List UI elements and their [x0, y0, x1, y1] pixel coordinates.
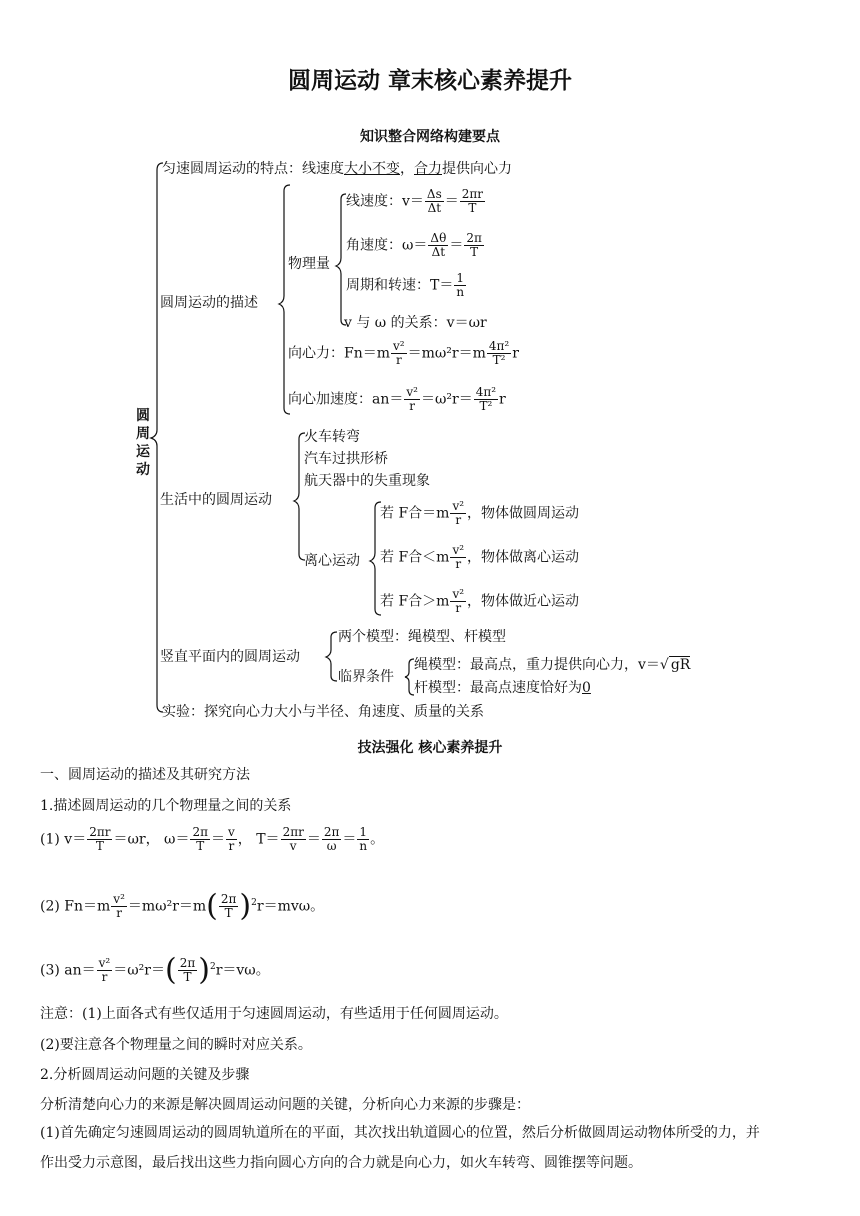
c3-fd: r — [455, 601, 462, 615]
acc-mid: ＝ω²r＝ — [420, 391, 473, 408]
acc-label: 向心加速度：an＝ — [288, 391, 404, 408]
angular-f1d: Δt — [431, 245, 446, 259]
life-item-1: 汽车过拱形桥 — [304, 451, 388, 467]
paragraph-2a: (1)首先确定匀速圆周运动的圆周轨道所在的平面，其次找出轨道圆心的位置，然后分析做圆周运动物体所受的力，并 — [40, 1125, 760, 1141]
angular-eq: ＝ — [449, 237, 464, 254]
acc-f2n: 4π² — [475, 385, 497, 399]
eq3-p-n: 2π — [179, 956, 196, 971]
life-item-0: 火车转弯 — [304, 429, 360, 445]
eq1-d-n: 2πr — [282, 825, 304, 839]
mindmap-linear — [346, 188, 486, 215]
life-item-2: 航天器中的失重现象 — [304, 473, 430, 489]
linear-eq: ＝ — [444, 193, 459, 210]
force-tail: r — [512, 345, 519, 362]
mindmap-angular — [346, 232, 485, 259]
eq1-c-t: ， T＝ — [237, 831, 280, 848]
angular-f1n: Δθ — [430, 231, 447, 245]
mindmap-acc — [288, 386, 506, 413]
uniform-u1: 大小不变 — [344, 161, 400, 177]
note-1: 注意：(1)上面各式有些仅适用于匀速圆周运动，有些适用于任何圆周运动。 — [40, 1006, 508, 1022]
equation-2: (2) Fn＝m $\frac{\text{v²}}{r}$ ＝mω²r＝m( $\frac{2\pi}{T}$ )$^2$r＝mvω。 — [40, 888, 325, 924]
mindmap-relation: v 与 ω 的关系：v＝ωr — [344, 315, 487, 331]
eq1-a-d: T — [95, 839, 104, 853]
body-h1-2: 2.分析圆周运动问题的关键及步骤 — [40, 1067, 250, 1083]
eq3-p-d: T — [183, 970, 192, 985]
eq2-pre: (2) Fn＝m — [40, 898, 111, 915]
body-h1-1: 1.描述圆周运动的几个物理量之间的关系 — [40, 798, 292, 814]
c1-fn: v² — [452, 499, 465, 513]
c3-pre: 若 F合＞m — [380, 593, 450, 610]
eq1-f-d: n — [359, 839, 368, 853]
period-fd: n — [456, 285, 465, 299]
force-f2n: 4π² — [488, 339, 510, 353]
force-f2d: T² — [492, 353, 506, 367]
c2-pre: 若 F合＜m — [380, 549, 450, 566]
uniform-u2: 合力 — [414, 161, 442, 177]
angular-f2d: T — [470, 245, 479, 259]
eq1-e-n: 2π — [323, 825, 340, 839]
linear-f2d: T — [468, 201, 477, 215]
acc-f2d: T² — [479, 399, 493, 413]
mindmap-rod — [414, 679, 591, 697]
eq1-a-n: 2πr — [89, 825, 111, 839]
rope-text: 绳模型：最高点，重力提供向心力，v＝ — [414, 657, 660, 673]
period-fn: 1 — [454, 272, 466, 286]
equation-1 — [40, 826, 384, 853]
mindmap-period — [346, 272, 467, 299]
eq3-mid: ＝ω²r＝ — [113, 962, 165, 979]
c1-post: ，物体做圆周运动 — [467, 505, 580, 522]
c3-post: ，物体做近心运动 — [467, 593, 580, 610]
acc-fd: r — [409, 399, 416, 413]
body-h1: 一、圆周运动的描述及其研究方法 — [40, 767, 250, 783]
linear-f1n: Δs — [426, 187, 442, 201]
uniform-mid: ， — [400, 161, 414, 177]
mindmap-rope: 绳模型：最高点，重力提供向心力，v＝√ gR — [414, 657, 691, 673]
equation-3: (3) an＝ $\frac{\text{v²}}{r}$ ＝ω²r＝( $\frac{2\pi}{T}$ )$^2$r＝vω。 — [40, 952, 270, 988]
acc-tail: r — [499, 391, 506, 408]
eq2-mid: ＝mω²r＝m — [127, 898, 207, 915]
linear-f2n: 2πr — [461, 187, 484, 201]
eq2-p-d: T — [224, 906, 233, 921]
eq3-sup: 2 — [209, 962, 216, 972]
c1-pre: 若 F合＝m — [380, 505, 450, 522]
mindmap-force — [288, 340, 519, 367]
eq2-a-d: r — [116, 906, 122, 921]
mindmap-quantities: 物理量 — [288, 256, 330, 272]
period-label: 周期和转速：T＝ — [346, 277, 454, 294]
eq1-b-t: ＝ — [210, 831, 225, 848]
mindmap-models: 两个模型：绳模型、杆模型 — [338, 629, 506, 645]
mindmap-centrifugal: 离心运动 — [304, 553, 360, 569]
uniform-post: 提供向心力 — [442, 161, 512, 177]
centrifugal-c2 — [380, 544, 579, 571]
mindmap-experiment: 实验：探究向心力大小与半径、角速度、质量的关系 — [162, 704, 484, 720]
force-mid: ＝mω²r＝m — [407, 345, 486, 362]
linear-f1d: Δt — [427, 201, 442, 215]
eq1-a-t: ＝ωr， ω＝ — [113, 831, 190, 848]
mindmap-uniform — [162, 160, 512, 178]
eq2-p-n: 2π — [220, 892, 237, 907]
angular-label: 角速度：ω＝ — [346, 237, 428, 254]
c2-fn: v² — [452, 543, 465, 557]
eq1-c-n: v — [227, 825, 235, 839]
rod-val: 0 — [582, 680, 591, 696]
acc-fn: v² — [406, 385, 418, 399]
eq1-e-t: ＝ — [342, 831, 357, 848]
eq1-end: 。 — [370, 831, 385, 848]
rope-sqrt: gR — [670, 657, 691, 673]
force-label: 向心力：Fn＝m — [288, 345, 391, 362]
mindmap-life-label: 生活中的圆周运动 — [160, 492, 272, 508]
eq1-b-n: 2π — [192, 825, 208, 839]
paragraph-2b: 作出受力示意图，最后找出这些力指向圆心方向的合力就是向心力，如火车转弯、圆锥摆等问题。 — [40, 1155, 642, 1171]
section-heading-network: 知识整合网络构建要点 — [360, 129, 500, 145]
eq1-c-d: r — [228, 839, 235, 853]
force-fd: r — [395, 353, 402, 367]
eq3-pre: (3) an＝ — [40, 962, 96, 979]
centrifugal-c1 — [380, 500, 579, 527]
eq3-a-d: r — [101, 970, 108, 985]
rod-text: 杆模型：最高点速度恰好为 — [414, 680, 582, 696]
mindmap-critical: 临界条件 — [338, 669, 394, 685]
page-title: 圆周运动 章末核心素养提升 — [287, 68, 572, 94]
c1-fd: r — [455, 513, 462, 527]
eq3-a-n: v² — [98, 956, 111, 971]
uniform-pre: 匀速圆周运动的特点：线速度 — [162, 161, 344, 177]
mindmap-vertical-label: 竖直平面内的圆周运动 — [160, 649, 300, 665]
eq1-e-d: ω — [326, 839, 337, 853]
eq1-b-d: T — [196, 839, 205, 853]
eq1-pre: (1) v＝ — [40, 831, 87, 848]
eq1-f-n: 1 — [357, 826, 369, 840]
eq1-d-d: v — [289, 839, 297, 853]
paragraph-1: 分析清楚向心力的来源是解决圆周运动问题的关键，分析向心力来源的步骤是： — [40, 1097, 530, 1113]
eq3-end: r＝vω。 — [215, 962, 270, 979]
eq2-end: r＝mvω。 — [256, 898, 325, 915]
section-heading-skills: 技法强化 核心素养提升 — [357, 740, 503, 756]
note-2: (2)要注意各个物理量之间的瞬时对应关系。 — [40, 1037, 312, 1053]
centrifugal-c3 — [380, 588, 579, 615]
mindmap-root: 圆周运动 — [136, 408, 150, 478]
c3-fn: v² — [452, 587, 465, 601]
angular-f2n: 2π — [466, 231, 482, 245]
mindmap-desc-label: 圆周运动的描述 — [160, 295, 258, 311]
eq2-sup: 2 — [251, 898, 257, 908]
force-fn: v² — [393, 339, 405, 353]
c2-fd: r — [455, 557, 462, 571]
c2-post: ，物体做离心运动 — [467, 549, 580, 566]
eq1-d-t: ＝ — [306, 831, 321, 848]
eq2-a-n: v² — [113, 892, 125, 907]
linear-label: 线速度：v＝ — [346, 193, 424, 210]
